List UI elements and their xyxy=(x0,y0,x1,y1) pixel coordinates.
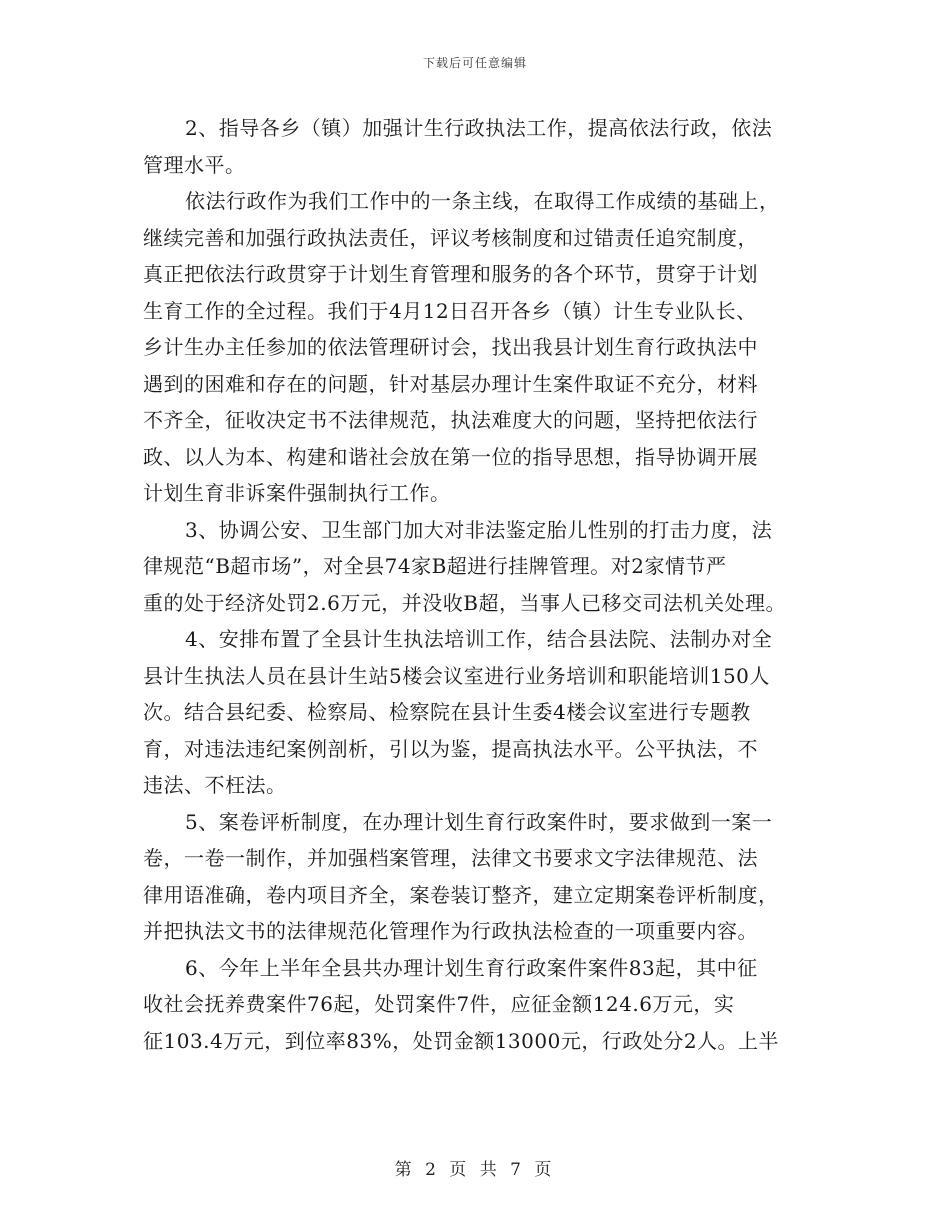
text-line: 遇到的困难和存在的问题，针对基层办理计生案件取证不充分，材料 xyxy=(143,371,758,396)
text-line: 不齐全，征收决定书不法律规范，执法难度大的问题，坚持把依法行 xyxy=(143,408,758,432)
text-line: 并把执法文书的法律规范化管理作为行政执法检查的一项重要内容。 xyxy=(143,919,758,943)
text-line: 律用语准确，卷内项目齐全，案卷装订整齐，建立定期案卷评析制度， xyxy=(143,882,779,907)
text-line: 征103.4万元，到位率83%，处罚金额13000元，行政处分2人。上半 xyxy=(143,1028,780,1053)
text-line: 违法、不枉法。 xyxy=(143,773,287,797)
text-line: 收社会抚养费案件76起，处罚案件7件，应征金额124.6万元，实 xyxy=(143,992,735,1016)
text-line: 生育工作的全过程。我们于4月12日召开各乡（镇）计生专业队长、 xyxy=(143,298,757,323)
text-line: 管理水平。 xyxy=(143,152,246,177)
text-line: 继续完善和加强行政执法责任，评议考核制度和过错责任追究制度， xyxy=(143,225,758,250)
document-body xyxy=(143,110,815,1059)
paragraph-item-2 xyxy=(143,110,815,183)
text-line: 乡计生办主任参加的依法管理研讨会，找出我县计划生育行政执法中 xyxy=(143,335,758,359)
paragraph-item-6 xyxy=(143,950,815,1060)
text-line: 3、协调公安、卫生部门加大对非法鉴定胎儿性别的打击力度，法 xyxy=(185,517,773,542)
text-line: 律规范“B超市场”，对全县74家B超进行挂牌管理。对2家情节严 xyxy=(143,554,727,578)
text-line: 4、安排布置了全县计生执法培训工作，结合县法院、法制办对全 xyxy=(185,627,773,651)
text-line: 6、今年上半年全县共办理计划生育行政案件案件83起，其中征 xyxy=(185,955,758,980)
page-header: 下载后可任意编辑 xyxy=(422,56,527,70)
paragraph-item-5 xyxy=(143,804,815,950)
paragraph-lawful-administration xyxy=(143,183,815,512)
text-line: 政、以人为本、构建和谐社会放在第一位的指导思想，指导协调开展 xyxy=(143,444,758,469)
text-line: 计划生育非诉案件强制执行工作。 xyxy=(143,481,451,505)
text-line: 育，对违法违纪案例剖析，引以为鉴，提高执法水平。公平执法，不 xyxy=(143,736,758,761)
page-number-footer: 第 2 页 共 7 页 xyxy=(394,1160,556,1180)
paragraph-item-4 xyxy=(143,621,815,804)
text-line: 2、指导各乡（镇）加强计生行政执法工作，提高依法行政，依法 xyxy=(185,116,773,140)
text-line: 5、案卷评析制度，在办理计划生育行政案件时，要求做到一案一 xyxy=(185,809,773,834)
text-line: 卷，一卷一制作，并加强档案管理，法律文书要求文字法律规范、法 xyxy=(143,846,758,870)
text-line: 依法行政作为我们工作中的一条主线，在取得工作成绩的基础上， xyxy=(185,189,780,213)
text-line: 真正把依法行政贯穿于计划生育管理和服务的各个环节，贯穿于计划 xyxy=(143,262,758,286)
paragraph-item-3 xyxy=(143,512,815,622)
text-line: 重的处于经济处罚2.6万元，并没收B超，当事人已移交司法机关处理。 xyxy=(143,590,787,615)
text-line: 县计生执法人员在县计生站5楼会议室进行业务培训和职能培训150人 xyxy=(143,663,770,688)
text-line: 次。结合县纪委、检察局、检察院在县计生委4楼会议室进行专题教 xyxy=(143,700,751,724)
